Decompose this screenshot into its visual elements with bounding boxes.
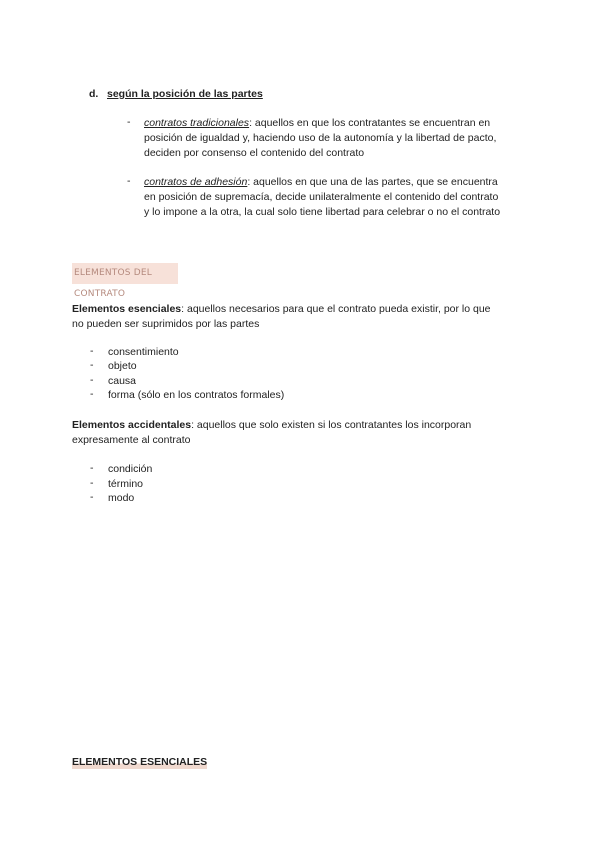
section-heading-d: según la posición de las partes xyxy=(107,88,263,100)
list-item: consentimiento xyxy=(108,346,179,358)
contract-type-desc-line: posición de igualdad y, haciendo uso de la autonomía y la libertad de pacto, xyxy=(144,132,497,144)
bullet-dash: - xyxy=(90,359,94,371)
bullet-dash: - xyxy=(90,491,94,503)
bullet-dash: - xyxy=(90,345,94,357)
accidentales-desc: : aquellos que solo existen si los contratantes los incorporan xyxy=(191,419,472,431)
bullet-dash: - xyxy=(90,477,94,489)
accidentales-paragraph xyxy=(72,418,471,432)
bullet-dash: - xyxy=(127,116,131,128)
list-item: objeto xyxy=(108,360,137,372)
list-item: causa xyxy=(108,375,137,387)
bullet-dash: - xyxy=(90,462,94,474)
list-item: condición xyxy=(108,463,153,475)
contract-type-desc: : aquellos en que los contratantes se encuentran en xyxy=(249,117,491,129)
contract-type-desc-line: deciden por consenso el contenido del contrato xyxy=(144,147,365,159)
list-marker-d: d. xyxy=(89,88,99,100)
accidentales-desc-line: expresamente al contrato xyxy=(72,434,191,446)
contract-type-desc: : aquellos en que una de las partes, que se encuentra xyxy=(247,176,498,188)
bullet-dash: - xyxy=(127,175,131,187)
bullet-dash: - xyxy=(90,388,94,400)
esenciales-desc: : aquellos necesarios para que el contrato pueda existir, por lo que xyxy=(181,303,491,315)
bullet-dash: - xyxy=(90,374,94,386)
section-title-elementos: ELEMENTOS DEL CONTRATO xyxy=(72,263,178,284)
esenciales-desc-line: no pueden ser suprimidos por las partes xyxy=(72,318,260,330)
esenciales-term: Elementos esenciales xyxy=(72,303,182,315)
bottom-heading: ELEMENTOS ESENCIALES xyxy=(72,756,208,768)
contract-type-item xyxy=(144,175,498,189)
list-item: forma (sólo en los contratos formales) xyxy=(108,389,285,401)
contract-type-term: contratos tradicionales xyxy=(144,117,250,129)
list-item: modo xyxy=(108,492,135,504)
list-item: término xyxy=(108,478,144,490)
contract-type-desc-line: y lo impone a la otra, la cual solo tiene libertad para celebrar o no el contrato xyxy=(144,206,501,218)
esenciales-paragraph xyxy=(72,302,491,316)
contract-type-desc-line: en posición de supremacía, decide unilateralmente el contenido del contrato xyxy=(144,191,499,203)
accidentales-term: Elementos accidentales xyxy=(72,419,192,431)
contract-type-term: contratos de adhesión xyxy=(144,176,248,188)
contract-type-item xyxy=(144,116,490,130)
